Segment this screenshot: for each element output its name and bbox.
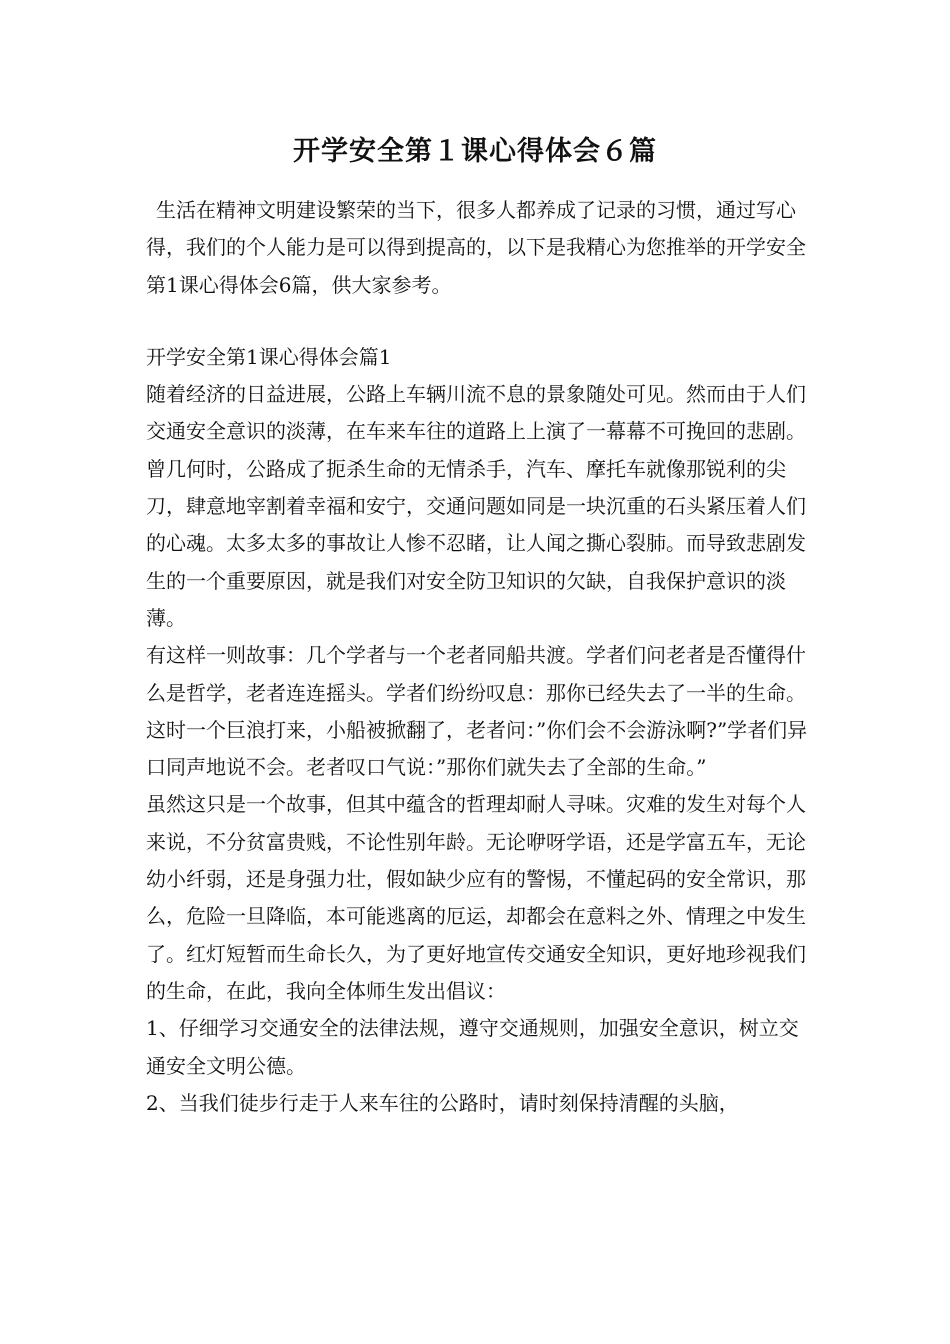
document-title: 开学安全第１课心得体会６篇 — [293, 136, 657, 167]
body-paragraph: 有这样一则故事：几个学者与一个老者同船共渡。学者们问老者是否懂得什么是哲学，老者连连摇头。学者们纷纷叹息：那你已经失去了一半的生命。这时一个巨浪打来，小船被掀翻了，老者问：”你们会不会游泳啊?”学者们异口同声地说不会。老者叹口气说：”那你们就失去了全部的生命。” — [146, 643, 808, 780]
body-paragraph: 虽然这只是一个故事，但其中蕴含的哲理却耐人寻味。灾难的发生对每个人来说，不分贫富贵贱，不论性别年龄。无论咿呀学语，还是学富五车，无论幼小纤弱，还是身强力壮，假如缺少应有的警惕，不懂起码的安全常识，那么，危险一旦降临，本可能逃离的厄运，却都会在意料之外、情理之中发生了。红灯短暂而生命长久，为了更好地宣传交通安全知识，更好地珍视我们的生命，在此，我向全体师生发出倡议： — [146, 792, 806, 1003]
intro-paragraph: 生活在精神文明建设繁荣的当下，很多人都养成了记录的习惯，通过写心得，我们的个人能力是可以得到提高的，以下是我精心为您推举的开学安全第1课心得体会6篇，供大家参考。 — [146, 198, 806, 297]
section-heading: 开学安全第1课心得体会篇1 — [146, 344, 392, 369]
document-body — [146, 192, 810, 1122]
list-item: 2、当我们徒步行走于人来车往的公路时，请时刻保持清醒的头脑， — [146, 1090, 739, 1115]
paragraph-spacer — [146, 304, 810, 339]
body-paragraph: 随着经济的日益进展，公路上车辆川流不息的景象随处可见。然而由于人们交通安全意识的淡薄，在车来车往的道路上上演了一幕幕不可挽回的悲剧。曾几何时，公路成了扼杀生命的无情杀手，汽车、摩托车就像那锐利的尖刀，肆意地宰割着幸福和安宁，交通问题如同是一块沉重的石头紧压着人们的心魂。太多太多的事故让人惨不忍睹，让人闻之撕心裂肺。而导致悲剧发生的一个重要原因，就是我们对安全防卫知识的欠缺，自我保护意识的淡薄。 — [146, 382, 806, 630]
list-item: 1、仔细学习交通安全的法律法规，遵守交通规则，加强安全意识，树立交通安全文明公德。 — [146, 1016, 799, 1078]
